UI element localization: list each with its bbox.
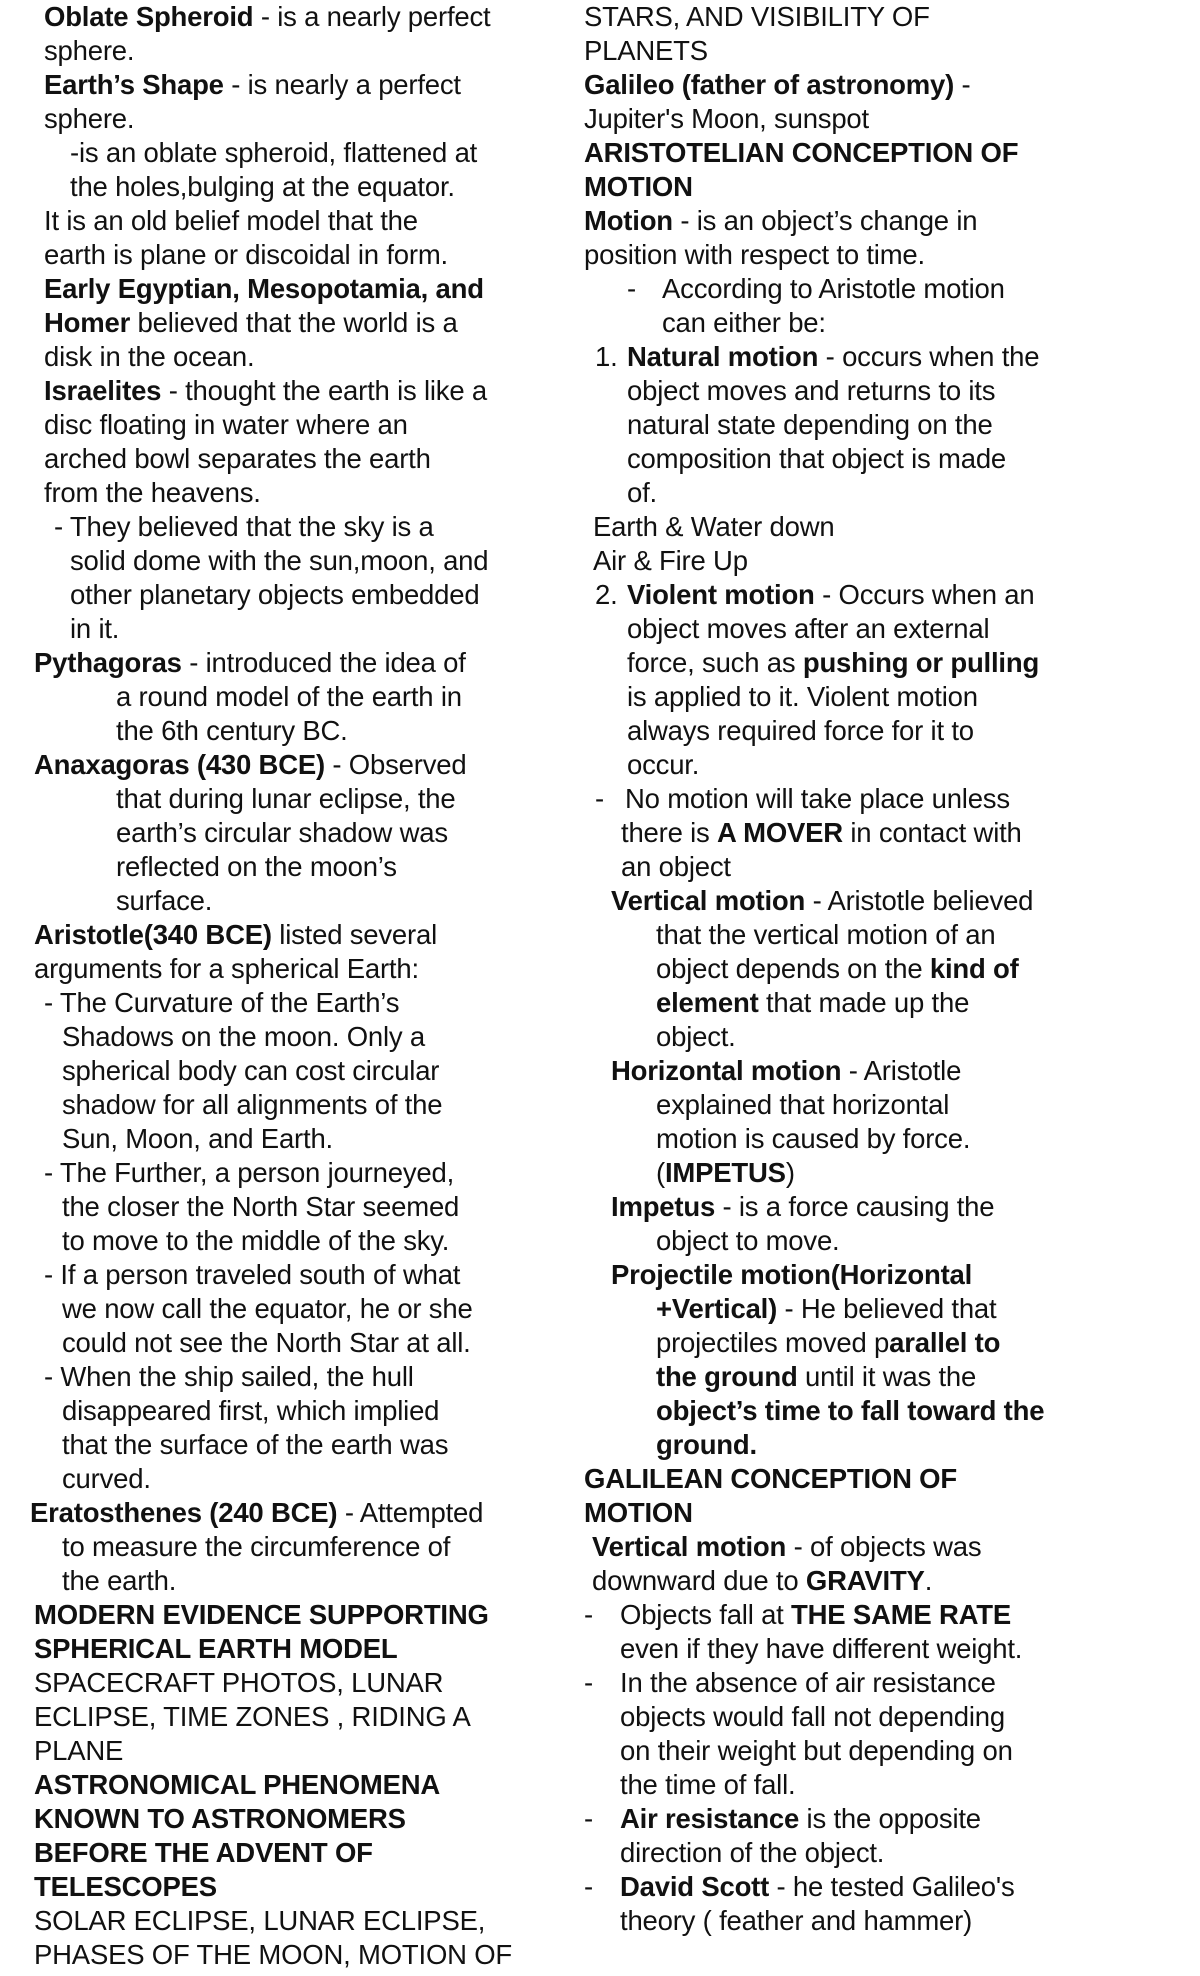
right-line <box>656 952 1019 985</box>
text-run: -is an oblate spheroid, flattened at <box>70 137 478 168</box>
bold-term: KNOWN TO ASTRONOMERS <box>34 1803 406 1834</box>
text-run: - Aristotle believed <box>805 885 1034 916</box>
bold-term: Early Egyptian, Mesopotamia, and <box>44 273 484 304</box>
bold-term: Projectile motion(Horizontal <box>611 1259 973 1290</box>
right-line <box>656 1224 840 1257</box>
text-run: that the surface of the earth was <box>62 1429 449 1460</box>
bold-term: THE SAME RATE <box>791 1599 1011 1630</box>
right-line <box>627 612 989 645</box>
right-line <box>620 1700 1005 1733</box>
right-line <box>620 1836 884 1869</box>
left-line <box>34 1700 471 1733</box>
text-run: until it was the <box>797 1361 977 1392</box>
bold-term: Motion <box>584 205 673 236</box>
right-line <box>584 204 977 237</box>
text-run: - If a person traveled south of what <box>44 1259 461 1290</box>
text-run: earth is plane or discoidal in form. <box>44 239 448 270</box>
text-run: No motion will take place unless <box>625 783 1010 814</box>
left-line <box>62 1088 442 1121</box>
left-line <box>44 1360 414 1393</box>
text-run: - <box>954 69 971 100</box>
right-line <box>656 986 969 1019</box>
left-line <box>34 1870 217 1903</box>
bold-term: element <box>656 987 759 1018</box>
text-run: ECLIPSE, TIME ZONES , RIDING A <box>34 1701 471 1732</box>
text-run: direction of the object. <box>620 1837 885 1868</box>
left-line <box>44 306 458 339</box>
right-line <box>595 782 604 815</box>
text-run: the time of fall. <box>620 1769 796 1800</box>
bold-term: object’s time to fall toward the <box>656 1395 1045 1426</box>
text-run: - <box>584 1871 593 1902</box>
text-run: In the absence of air resistance <box>620 1667 996 1698</box>
text-run: - Occurs when an <box>814 579 1035 610</box>
bold-term: TELESCOPES <box>34 1871 217 1902</box>
right-line <box>656 918 995 951</box>
bold-term: GRAVITY <box>805 1565 925 1596</box>
text-run: is applied to it. Violent motion <box>627 681 978 712</box>
left-line <box>62 1462 151 1495</box>
bold-term: MODERN EVIDENCE SUPPORTING <box>34 1599 489 1630</box>
text-run: even if they have different weight. <box>620 1633 1023 1664</box>
bold-term: Air resistance <box>620 1803 800 1834</box>
bold-term: ARISTOTELIAN CONCEPTION OF <box>584 137 1019 168</box>
text-run: SOLAR ECLIPSE, LUNAR ECLIPSE, <box>34 1905 486 1936</box>
text-run: natural state depending on the <box>627 409 993 440</box>
right-line <box>620 1904 972 1937</box>
left-line <box>44 102 134 135</box>
right-line <box>584 238 925 271</box>
right-line <box>611 1190 994 1223</box>
bold-term: SPHERICAL EARTH MODEL <box>34 1633 398 1664</box>
text-run: - He believed that <box>777 1293 997 1324</box>
text-run: from the heavens. <box>44 477 261 508</box>
text-run: in contact with <box>842 817 1022 848</box>
bold-term: Pythagoras <box>34 647 182 678</box>
text-run: - They believed that the sky is a <box>54 511 434 542</box>
text-run: - When the ship sailed, the hull <box>44 1361 414 1392</box>
bold-term: kind of <box>929 953 1019 984</box>
right-line <box>656 1020 736 1053</box>
bold-term: Galileo (father of astronomy) <box>584 69 955 100</box>
right-line <box>656 1428 757 1461</box>
left-line <box>62 1394 439 1427</box>
left-line <box>44 68 461 101</box>
bold-term: Aristotle(340 BCE) <box>34 919 272 950</box>
text-run: disk in the ocean. <box>44 341 255 372</box>
left-line <box>62 1122 333 1155</box>
left-line <box>116 782 456 815</box>
text-run: to measure the circumference of <box>62 1531 451 1562</box>
right-line <box>595 578 618 611</box>
text-run: objects would fall not depending <box>620 1701 1005 1732</box>
bold-term: GALILEAN CONCEPTION OF <box>584 1463 957 1494</box>
text-run: projectiles moved p <box>656 1327 890 1358</box>
text-run: of. <box>627 477 657 508</box>
left-line <box>54 510 434 543</box>
right-line <box>584 1598 593 1631</box>
text-run: on their weight but depending on <box>620 1735 1013 1766</box>
left-line <box>70 578 479 611</box>
left-line <box>30 1496 483 1529</box>
text-run: PLANETS <box>584 35 708 66</box>
text-run: According to Aristotle motion <box>662 273 1005 304</box>
left-line <box>70 136 477 169</box>
text-run: . <box>924 1565 933 1596</box>
right-line <box>656 1326 1000 1359</box>
right-line <box>656 1156 795 1189</box>
right-line <box>627 578 1034 611</box>
bold-term: Impetus <box>611 1191 716 1222</box>
bold-term: arallel to <box>889 1327 1001 1358</box>
text-run: - The Curvature of the Earth’s <box>44 987 400 1018</box>
right-line <box>620 1802 981 1835</box>
text-run: in it. <box>70 613 120 644</box>
left-line <box>34 748 466 781</box>
left-line <box>62 1020 425 1053</box>
text-run: ( <box>656 1157 665 1188</box>
right-line <box>584 1802 593 1835</box>
bold-term: pushing or pulling <box>802 647 1040 678</box>
right-line <box>627 442 1006 475</box>
bold-term: +Vertical) <box>656 1293 778 1324</box>
right-line <box>620 1734 1013 1767</box>
text-run: arched bowl separates the earth <box>44 443 431 474</box>
left-line <box>62 1530 450 1563</box>
text-run: object moves after an external <box>627 613 990 644</box>
right-line <box>584 1496 693 1529</box>
bold-term: Earth’s Shape <box>44 69 224 100</box>
right-line <box>593 510 834 543</box>
right-line <box>627 272 636 305</box>
right-line <box>621 816 1022 849</box>
right-line <box>627 714 974 747</box>
text-run: other planetary objects embedded <box>70 579 480 610</box>
text-run: disappeared first, which implied <box>62 1395 440 1426</box>
right-line <box>620 1632 1022 1665</box>
left-line <box>34 1836 373 1869</box>
left-line <box>44 238 448 271</box>
text-run: always required force for it to <box>627 715 974 746</box>
text-run: sphere. <box>44 103 135 134</box>
left-line <box>62 1054 439 1087</box>
left-line <box>44 34 134 67</box>
text-run: Earth & Water down <box>593 511 835 542</box>
left-line <box>34 952 419 985</box>
text-run: spherical body can cost circular <box>62 1055 440 1086</box>
right-line <box>656 1122 970 1155</box>
left-line <box>116 816 448 849</box>
left-line <box>44 272 484 305</box>
right-line <box>625 782 1010 815</box>
right-line <box>620 1666 996 1699</box>
left-line <box>44 1258 460 1291</box>
right-line <box>584 1666 593 1699</box>
text-run: 2. <box>595 579 618 610</box>
text-run: the 6th century BC. <box>116 715 348 746</box>
text-run: motion is caused by force. <box>656 1123 971 1154</box>
right-line <box>620 1870 1015 1903</box>
right-line <box>662 272 1005 305</box>
text-run: - Observed <box>324 749 467 780</box>
left-line <box>62 1326 471 1359</box>
left-line <box>116 884 212 917</box>
left-line <box>44 0 490 33</box>
bold-term: Horizontal motion <box>611 1055 842 1086</box>
text-run: solid dome with the sun,moon, and <box>70 545 489 576</box>
left-line <box>34 1938 512 1971</box>
text-run: - thought the earth is like a <box>161 375 487 406</box>
right-line <box>656 1088 949 1121</box>
text-run: - The Further, a person journeyed, <box>44 1157 455 1188</box>
right-line <box>584 136 1018 169</box>
left-line <box>116 850 397 883</box>
right-line <box>593 544 748 577</box>
text-run: Jupiter's Moon, sunspot <box>584 103 869 134</box>
left-line <box>116 714 348 747</box>
bold-term: Vertical motion <box>611 885 806 916</box>
bold-term: BEFORE THE ADVENT OF <box>34 1837 373 1868</box>
bold-term: Violent motion <box>627 579 815 610</box>
right-line <box>627 646 1039 679</box>
bold-term: the ground <box>656 1361 798 1392</box>
right-line <box>584 1870 593 1903</box>
left-line <box>44 204 418 237</box>
text-run: sphere. <box>44 35 135 66</box>
right-line <box>584 1462 957 1495</box>
bold-term: ground. <box>656 1429 757 1460</box>
bold-term: MOTION <box>584 171 693 202</box>
text-run: 1. <box>595 341 618 372</box>
text-run: - is an object’s change in <box>672 205 978 236</box>
text-run: position with respect to time. <box>584 239 925 270</box>
bold-term: Vertical motion <box>592 1531 787 1562</box>
right-line <box>627 680 978 713</box>
text-run: surface. <box>116 885 213 916</box>
left-line <box>44 408 408 441</box>
left-line <box>34 1802 406 1835</box>
right-line <box>621 850 731 883</box>
bold-term: MOTION <box>584 1497 693 1528</box>
text-run: disc floating in water where an <box>44 409 408 440</box>
bold-term: Anaxagoras (430 BCE) <box>34 749 325 780</box>
text-run: force, such as <box>627 647 803 678</box>
text-run: Shadows on the moon. Only a <box>62 1021 426 1052</box>
left-line <box>34 1632 398 1665</box>
text-run: is the opposite <box>799 1803 981 1834</box>
left-line <box>34 918 437 951</box>
right-line <box>620 1768 795 1801</box>
left-line <box>34 1904 485 1937</box>
text-run: there is <box>621 817 718 848</box>
text-run: - <box>595 783 604 814</box>
right-line <box>656 1394 1044 1427</box>
text-run: can either be: <box>662 307 826 338</box>
left-line <box>62 1428 448 1461</box>
bold-term: Eratosthenes (240 BCE) <box>30 1497 338 1528</box>
right-line <box>627 408 993 441</box>
left-line <box>34 1768 440 1801</box>
left-line <box>70 544 488 577</box>
text-run: that during lunar eclipse, the <box>116 783 456 814</box>
text-run: Sun, Moon, and Earth. <box>62 1123 333 1154</box>
left-line <box>34 1734 123 1767</box>
text-run: SPACECRAFT PHOTOS, LUNAR <box>34 1667 444 1698</box>
text-run: a round model of the earth in <box>116 681 462 712</box>
left-line <box>34 1598 489 1631</box>
text-run: reflected on the moon’s <box>116 851 397 882</box>
text-run: - <box>584 1599 593 1630</box>
right-line <box>627 374 995 407</box>
right-line <box>620 1598 1011 1631</box>
text-run: PLANE <box>34 1735 124 1766</box>
right-line <box>627 476 657 509</box>
right-line <box>611 1054 961 1087</box>
text-run: we now call the equator, he or she <box>62 1293 473 1324</box>
bold-term: IMPETUS <box>664 1157 786 1188</box>
text-run: believed that the world is a <box>130 307 458 338</box>
text-run: It is an old belief model that the <box>44 205 418 236</box>
left-line <box>70 612 119 645</box>
right-line <box>611 884 1033 917</box>
left-line <box>44 374 487 407</box>
left-line <box>62 1564 176 1597</box>
right-line <box>584 0 930 33</box>
text-run: explained that horizontal <box>656 1089 950 1120</box>
right-line <box>584 170 693 203</box>
right-line <box>662 306 826 339</box>
text-run: object. <box>656 1021 736 1052</box>
text-run: ) <box>785 1157 795 1188</box>
text-run: - of objects was <box>786 1531 982 1562</box>
right-line <box>584 68 971 101</box>
right-line <box>584 102 869 135</box>
text-run: object depends on the <box>656 953 930 984</box>
text-run: - is a nearly perfect <box>253 1 491 32</box>
right-line <box>656 1360 976 1393</box>
right-line <box>592 1530 981 1563</box>
text-run: earth’s circular shadow was <box>116 817 448 848</box>
right-line <box>627 748 699 781</box>
text-run: object to move. <box>656 1225 840 1256</box>
bold-term: Homer <box>44 307 131 338</box>
left-line <box>44 476 261 509</box>
bold-term: Natural motion <box>627 341 819 372</box>
text-run: composition that object is made <box>627 443 1007 474</box>
bold-term: Oblate Spheroid <box>44 1 254 32</box>
text-run: - is nearly a perfect <box>223 69 461 100</box>
text-run: the closer the North Star seemed <box>62 1191 460 1222</box>
left-line <box>44 986 399 1019</box>
text-run: Air & Fire Up <box>593 545 748 576</box>
right-line <box>592 1564 932 1597</box>
text-run: - <box>627 273 636 304</box>
text-run: - is a force causing the <box>715 1191 995 1222</box>
text-run: an object <box>621 851 731 882</box>
text-run: - Aristotle <box>841 1055 962 1086</box>
text-run: curved. <box>62 1463 151 1494</box>
bold-term: David Scott <box>620 1871 770 1902</box>
left-line <box>116 680 462 713</box>
bold-term: Israelites <box>44 375 162 406</box>
text-run: theory ( feather and hammer) <box>620 1905 973 1936</box>
right-line <box>584 34 708 67</box>
left-line <box>70 170 455 203</box>
text-run: could not see the North Star at all. <box>62 1327 471 1358</box>
text-run: occur. <box>627 749 700 780</box>
text-run: Objects fall at <box>620 1599 792 1630</box>
text-run: the earth. <box>62 1565 177 1596</box>
text-run: arguments for a spherical Earth: <box>34 953 419 984</box>
left-line <box>44 340 254 373</box>
text-run: - occurs when the <box>818 341 1040 372</box>
text-run: - he tested Galileo's <box>769 1871 1015 1902</box>
text-run: shadow for all alignments of the <box>62 1089 443 1120</box>
left-line <box>34 646 466 679</box>
text-run: STARS, AND VISIBILITY OF <box>584 1 930 32</box>
text-run: that the vertical motion of an <box>656 919 996 950</box>
text-run: that made up the <box>758 987 970 1018</box>
right-line <box>627 340 1039 373</box>
text-run: object moves and returns to its <box>627 375 996 406</box>
text-run: - Attempted <box>337 1497 484 1528</box>
text-run: listed several <box>271 919 437 950</box>
bold-term: ASTRONOMICAL PHENOMENA <box>34 1769 441 1800</box>
right-line <box>595 340 618 373</box>
text-run: downward due to <box>592 1565 806 1596</box>
text-run: to move to the middle of the sky. <box>62 1225 450 1256</box>
left-line <box>62 1224 449 1257</box>
text-run: the holes,bulging at the equator. <box>70 171 455 202</box>
left-line <box>62 1190 459 1223</box>
left-line <box>62 1292 473 1325</box>
bold-term: A MOVER <box>717 817 843 848</box>
left-line <box>34 1666 443 1699</box>
text-run: - introduced the idea of <box>181 647 466 678</box>
text-run: PHASES OF THE MOON, MOTION OF <box>34 1939 513 1970</box>
right-line <box>611 1258 972 1291</box>
left-line <box>44 1156 454 1189</box>
right-line <box>656 1292 996 1325</box>
text-run: - <box>584 1667 593 1698</box>
text-run: - <box>584 1803 593 1834</box>
left-line <box>44 442 431 475</box>
